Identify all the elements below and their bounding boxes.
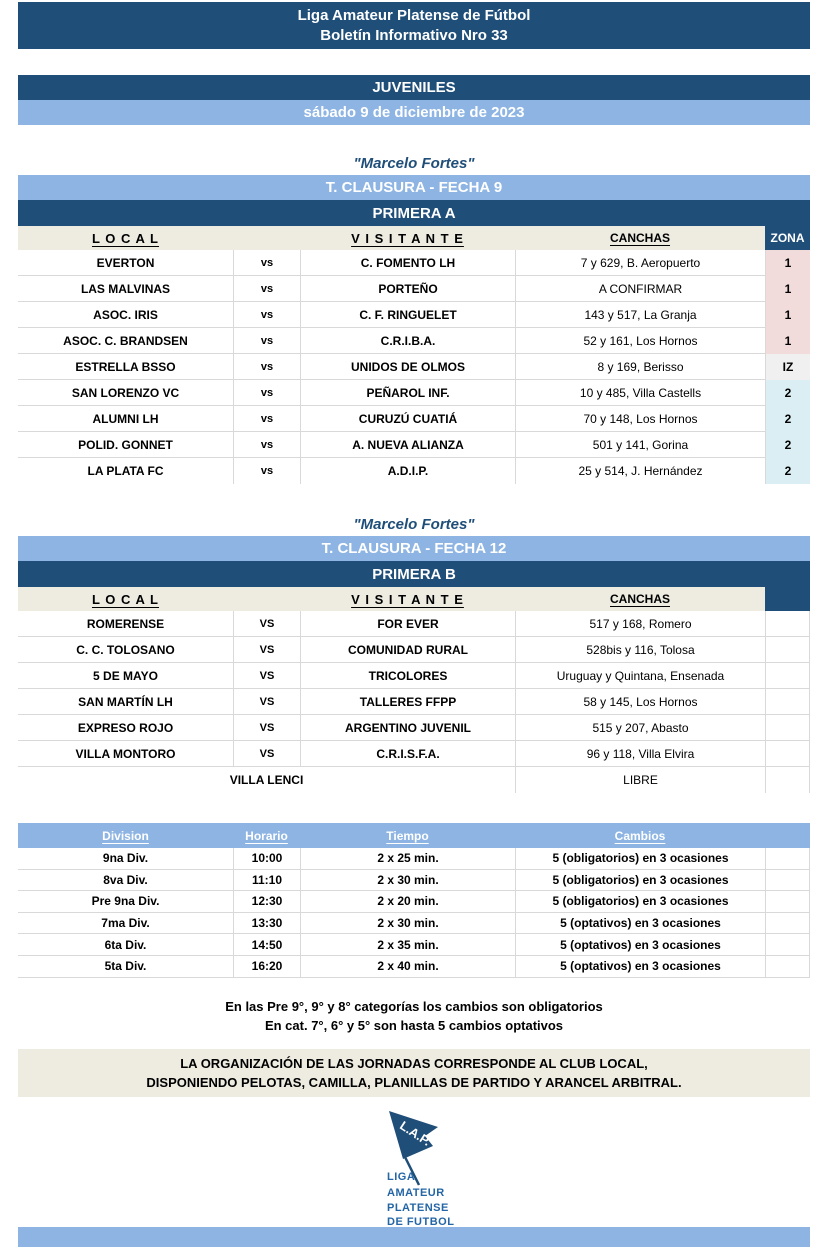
round-bar-primera-b: T. CLAUSURA - FECHA 12 bbox=[18, 536, 810, 561]
col-header-empty bbox=[765, 823, 810, 848]
zona-empty bbox=[765, 637, 810, 663]
bulletin-subtitle: Boletín Informativo Nro 33 bbox=[320, 27, 508, 44]
division-bar-primera-b: PRIMERA B bbox=[18, 561, 810, 587]
local-team: SAN LORENZO VC bbox=[18, 380, 233, 406]
match-row bbox=[18, 432, 810, 458]
local-team: 5 DE MAYO bbox=[18, 663, 233, 689]
local-team: LA PLATA FC bbox=[87, 464, 164, 478]
lap-name-line: DE FUTBOL bbox=[387, 1215, 455, 1227]
match-row bbox=[18, 611, 810, 637]
local-team: EVERTON bbox=[18, 250, 233, 276]
bye-team: VILLA LENCI bbox=[229, 773, 304, 787]
col-header-canchas: CANCHAS bbox=[515, 226, 765, 250]
match-row bbox=[18, 354, 810, 380]
visitor-team: CURUZÚ CUATIÁ bbox=[300, 406, 515, 432]
zona-value: 1 bbox=[765, 302, 810, 328]
referee-name: "Marcelo Fortes" bbox=[353, 154, 475, 172]
zona-empty bbox=[765, 611, 810, 637]
col-header-local: L O C A L bbox=[18, 226, 233, 250]
vs-label: VS bbox=[233, 689, 300, 715]
vs-label: vs bbox=[233, 458, 300, 484]
match-row bbox=[18, 276, 810, 302]
vs-label: vs bbox=[233, 406, 300, 432]
col-header-canchas: CANCHAS bbox=[515, 587, 765, 611]
organization-line: DISPONIENDO PELOTAS, CAMILLA, PLANILLAS DE PARTIDO Y ARANCEL ARBITRAL. bbox=[146, 1074, 682, 1090]
local-team: ASOC. IRIS bbox=[18, 302, 233, 328]
tiempo-cell: 2 x 35 min. bbox=[300, 934, 515, 956]
division-cell: 8va Div. bbox=[18, 870, 233, 892]
vs-label: vs bbox=[233, 250, 300, 276]
cambios-cell: 5 (optativos) en 3 ocasiones bbox=[515, 913, 765, 935]
horario-cell: 13:30 bbox=[233, 913, 300, 935]
lap-flag-text: L.A.P. bbox=[397, 1118, 434, 1149]
vs-label: vs bbox=[233, 302, 300, 328]
canchas-value: Uruguay y Quintana, Ensenada bbox=[515, 663, 765, 689]
local-team: C. C. TOLOSANO bbox=[18, 637, 233, 663]
zona-value: 1 bbox=[765, 250, 810, 276]
match-row bbox=[18, 380, 810, 406]
canchas-value: 528bis y 116, Tolosa bbox=[515, 637, 765, 663]
organization-notice bbox=[18, 1049, 810, 1097]
schedule-header-row bbox=[18, 823, 810, 848]
tiempo-cell: 2 x 30 min. bbox=[300, 870, 515, 892]
zona-value: 1 bbox=[765, 276, 810, 302]
zona-empty bbox=[765, 689, 810, 715]
col-header-vs bbox=[233, 226, 300, 250]
canchas-value: 7 y 629, B. Aeropuerto bbox=[515, 250, 765, 276]
zona-value: 1 bbox=[765, 328, 810, 354]
visitor-team: C.R.I.S.F.A. bbox=[300, 741, 515, 767]
horario-cell: 16:20 bbox=[233, 956, 300, 978]
visitor-team: COMUNIDAD RURAL bbox=[300, 637, 515, 663]
division-cell: 9na Div. bbox=[18, 848, 233, 870]
tiempo-cell: 2 x 30 min. bbox=[300, 913, 515, 935]
vs-label: vs bbox=[233, 328, 300, 354]
empty-cell bbox=[765, 891, 810, 913]
round-bar-primera-a: T. CLAUSURA - FECHA 9 bbox=[18, 175, 810, 200]
local-team: ESTRELLA BSSO bbox=[18, 354, 233, 380]
match-row bbox=[18, 663, 810, 689]
match-row bbox=[18, 302, 810, 328]
division-cell: Pre 9na Div. bbox=[18, 891, 233, 913]
col-header-cambios: Cambios bbox=[614, 828, 666, 843]
referee-name: "Marcelo Fortes" bbox=[353, 515, 475, 533]
table-primera-b bbox=[18, 587, 810, 793]
tiempo-cell: 2 x 25 min. bbox=[300, 848, 515, 870]
match-row bbox=[18, 328, 810, 354]
table-primera-a bbox=[18, 226, 810, 484]
canchas-value: 96 y 118, Villa Elvira bbox=[515, 741, 765, 767]
local-team: VILLA MONTORO bbox=[18, 741, 233, 767]
horario-cell: 11:10 bbox=[233, 870, 300, 892]
canchas-value: 10 y 485, Villa Castells bbox=[515, 380, 765, 406]
visitor-team: C.R.I.B.A. bbox=[300, 328, 515, 354]
lap-name-line: LIGA bbox=[387, 1170, 416, 1183]
division-bar-primera-a: PRIMERA A bbox=[18, 200, 810, 226]
vs-label: VS bbox=[233, 611, 300, 637]
division-cell: 7ma Div. bbox=[18, 913, 233, 935]
schedule-row bbox=[18, 891, 810, 913]
local-team: ROMERENSE bbox=[18, 611, 233, 637]
horario-cell: 12:30 bbox=[233, 891, 300, 913]
zona-empty bbox=[765, 767, 810, 793]
lap-logo bbox=[18, 1103, 810, 1227]
match-row bbox=[18, 689, 810, 715]
local-team: LAS MALVINAS bbox=[18, 276, 233, 302]
empty-cell bbox=[765, 848, 810, 870]
lap-name-line: PLATENSE bbox=[387, 1201, 449, 1214]
visitor-team: ARGENTINO JUVENIL bbox=[300, 715, 515, 741]
table-header-row bbox=[18, 226, 810, 250]
canchas-value: 70 y 148, Los Hornos bbox=[515, 406, 765, 432]
col-header-visitante: V I S I T A N T E bbox=[300, 587, 515, 611]
canchas-value: 25 y 514, J. Hernández bbox=[515, 458, 765, 484]
canchas-value: 8 y 169, Berisso bbox=[515, 354, 765, 380]
vs-label: VS bbox=[233, 663, 300, 689]
zona-value: 2 bbox=[765, 458, 810, 484]
schedule-row bbox=[18, 934, 810, 956]
match-row bbox=[18, 637, 810, 663]
schedule-row bbox=[18, 956, 810, 978]
local-team: POLID. GONNET bbox=[18, 432, 233, 458]
zona-empty bbox=[765, 741, 810, 767]
canchas-value: 517 y 168, Romero bbox=[515, 611, 765, 637]
vs-label: vs bbox=[233, 432, 300, 458]
schedule-row bbox=[18, 848, 810, 870]
cambios-cell: 5 (obligatorios) en 3 ocasiones bbox=[515, 848, 765, 870]
cambios-cell: 5 (optativos) en 3 ocasiones bbox=[515, 956, 765, 978]
note-line: En las Pre 9°, 9° y 8° categorías los cambios son obligatorios bbox=[225, 998, 603, 1014]
zona-value: IZ bbox=[765, 354, 810, 380]
col-header-visitante: V I S I T A N T E bbox=[300, 226, 515, 250]
visitor-team: PEÑAROL INF. bbox=[300, 380, 515, 406]
cambios-cell: 5 (optativos) en 3 ocasiones bbox=[515, 934, 765, 956]
visitor-team: FOR EVER bbox=[300, 611, 515, 637]
vs-label: vs bbox=[233, 354, 300, 380]
visitor-team: TRICOLORES bbox=[300, 663, 515, 689]
empty-cell bbox=[765, 913, 810, 935]
zona-empty bbox=[765, 715, 810, 741]
vs-label: VS bbox=[233, 637, 300, 663]
lap-name-line: AMATEUR bbox=[387, 1186, 445, 1199]
empty-cell bbox=[765, 956, 810, 978]
horario-cell: 14:50 bbox=[233, 934, 300, 956]
zona-value: 2 bbox=[765, 432, 810, 458]
canchas-value: 58 y 145, Los Hornos bbox=[515, 689, 765, 715]
match-row bbox=[18, 406, 810, 432]
zona-empty bbox=[765, 663, 810, 689]
footer-bar bbox=[18, 1227, 810, 1247]
bulletin-page bbox=[18, 2, 810, 1247]
visitor-team: C. FOMENTO LH bbox=[300, 250, 515, 276]
vs-label: vs bbox=[233, 276, 300, 302]
col-header-local: L O C A L bbox=[18, 587, 233, 611]
vs-label: VS bbox=[233, 741, 300, 767]
local-team: SAN MARTÍN LH bbox=[18, 689, 233, 715]
bye-status: LIBRE bbox=[515, 767, 765, 793]
local-team: ALUMNI LH bbox=[18, 406, 233, 432]
bulletin-title: Liga Amateur Platense de Fútbol bbox=[297, 7, 531, 24]
match-row bbox=[18, 715, 810, 741]
visitor-team: A. NUEVA ALIANZA bbox=[300, 432, 515, 458]
match-row bbox=[18, 741, 810, 767]
canchas-value: A CONFIRMAR bbox=[515, 276, 765, 302]
visitor-team: UNIDOS DE OLMOS bbox=[300, 354, 515, 380]
zona-value: 2 bbox=[765, 380, 810, 406]
cambios-cell: 5 (obligatorios) en 3 ocasiones bbox=[515, 891, 765, 913]
substitution-notes bbox=[18, 997, 810, 1035]
bulletin-header bbox=[18, 2, 810, 49]
vs-label: VS bbox=[233, 715, 300, 741]
division-cell: 5ta Div. bbox=[18, 956, 233, 978]
canchas-value: 515 y 207, Abasto bbox=[515, 715, 765, 741]
cambios-cell: 5 (obligatorios) en 3 ocasiones bbox=[515, 870, 765, 892]
category-bar: JUVENILES bbox=[18, 75, 810, 100]
local-team: EXPRESO ROJO bbox=[18, 715, 233, 741]
organization-line: LA ORGANIZACIÓN DE LAS JORNADAS CORRESPONDE AL CLUB LOCAL, bbox=[180, 1055, 648, 1071]
note-line: En cat. 7°, 6° y 5° son hasta 5 cambios optativos bbox=[264, 1017, 564, 1033]
horario-cell: 10:00 bbox=[233, 848, 300, 870]
empty-cell bbox=[765, 870, 810, 892]
canchas-value: 143 y 517, La Granja bbox=[515, 302, 765, 328]
match-row bbox=[18, 250, 810, 276]
col-header-vs bbox=[233, 587, 300, 611]
lap-pennant-icon bbox=[339, 1103, 489, 1227]
table-header-row bbox=[18, 587, 810, 611]
tiempo-cell: 2 x 40 min. bbox=[300, 956, 515, 978]
tiempo-cell: 2 x 20 min. bbox=[300, 891, 515, 913]
vs-label: vs bbox=[233, 380, 300, 406]
visitor-team: C. F. RINGUELET bbox=[300, 302, 515, 328]
match-row bbox=[18, 458, 810, 484]
schedule-table bbox=[18, 823, 810, 978]
bye-row bbox=[18, 767, 810, 793]
canchas-value: 52 y 161, Los Hornos bbox=[515, 328, 765, 354]
visitor-team: TALLERES FFPP bbox=[300, 689, 515, 715]
col-header-empty bbox=[765, 587, 810, 611]
visitor-team: PORTEÑO bbox=[300, 276, 515, 302]
date-bar: sábado 9 de diciembre de 2023 bbox=[18, 100, 810, 125]
visitor-team: A.D.I.P. bbox=[300, 458, 515, 484]
col-header-zona: ZONA bbox=[765, 226, 810, 250]
schedule-row bbox=[18, 913, 810, 935]
local-team: ASOC. C. BRANDSEN bbox=[18, 328, 233, 354]
empty-cell bbox=[765, 934, 810, 956]
canchas-value: 501 y 141, Gorina bbox=[515, 432, 765, 458]
col-header-horario: Horario bbox=[245, 828, 288, 843]
schedule-row bbox=[18, 870, 810, 892]
col-header-division: Division bbox=[102, 828, 149, 843]
zona-value: 2 bbox=[765, 406, 810, 432]
col-header-tiempo: Tiempo bbox=[386, 828, 429, 843]
division-cell: 6ta Div. bbox=[18, 934, 233, 956]
